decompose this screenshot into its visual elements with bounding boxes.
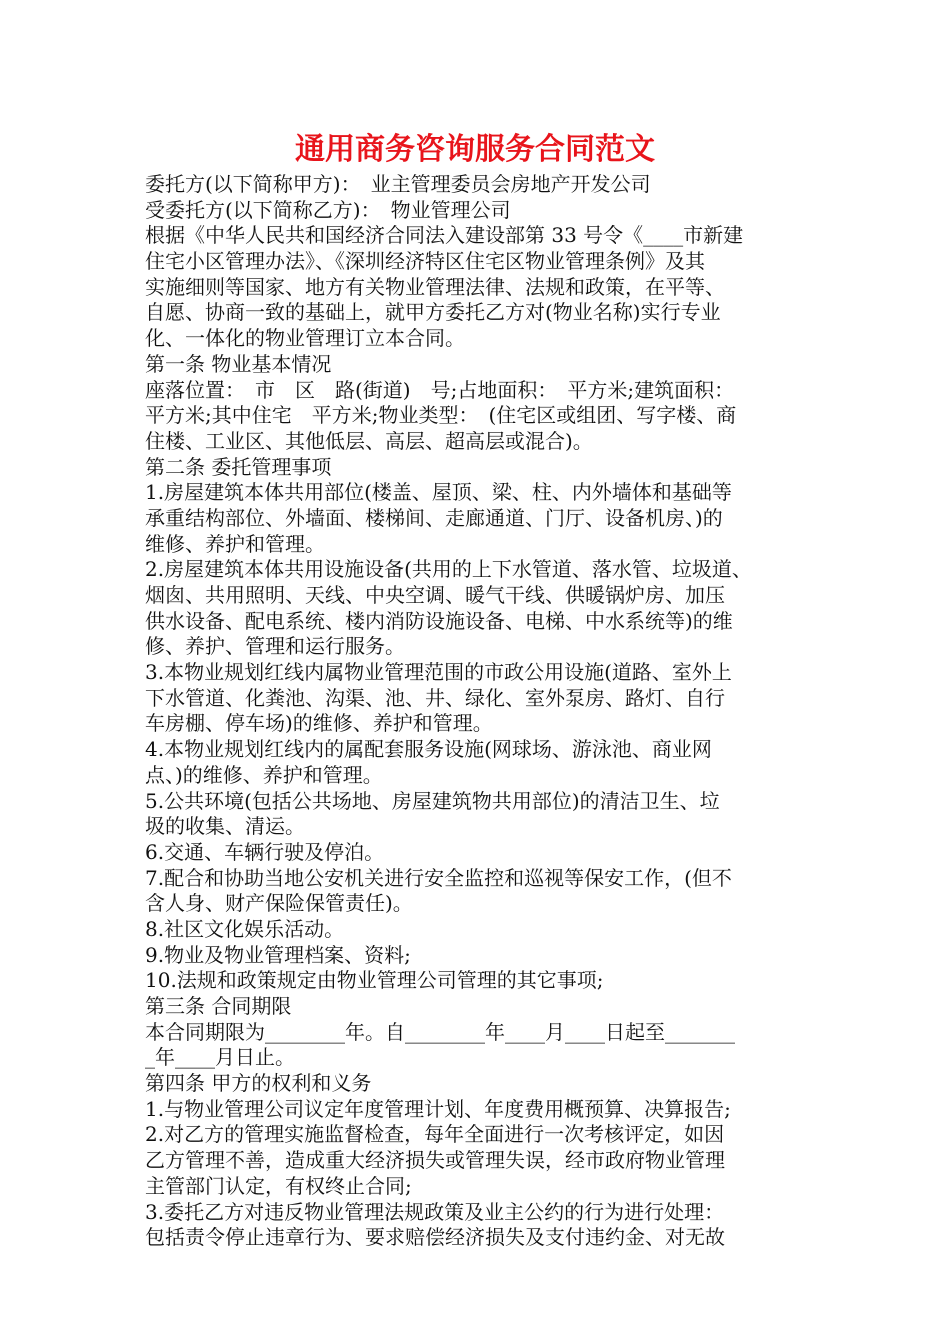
text-line: 8.社区文化娱乐活动。 — [145, 916, 345, 941]
text-line: 点、)的维修、养护和管理。 — [145, 762, 383, 787]
text-line: 供水设备、配电系统、楼内消防设施设备、电梯、中水系统等)的维 — [145, 608, 733, 633]
text-line: 9.物业及物业管理档案、资料; — [145, 942, 411, 967]
text-line: 5.公共环境(包括公共场地、房屋建筑物共用部位)的清洁卫生、垃 — [145, 788, 720, 813]
text-line: 10.法规和政策规定由物业管理公司管理的其它事项; — [145, 968, 604, 993]
text-line: 含人身、财产保险保管责任)。 — [145, 891, 413, 916]
text-line: 座落位置： 市 区 路(街道) 号;占地面积： 平方米;建筑面积： — [145, 377, 735, 402]
text-line: 2.房屋建筑本体共用设施设备(共用的上下水管道、落水管、垃圾道、 — [145, 557, 752, 582]
document-title: 通用商务咨询服务合同范文 — [295, 132, 655, 167]
text-line: 车房棚、停车场)的维修、养护和管理。 — [145, 711, 493, 736]
text-line: 1.与物业管理公司议定年度管理计划、年度费用概预算、决算报告; — [145, 1096, 731, 1121]
text-line: 1.房屋建筑本体共用部位(楼盖、屋顶、梁、柱、内外墙体和基础等 — [145, 480, 732, 505]
text-line: 根据《中华人民共和国经济合同法入建设部第 33 号令《____市新建 — [145, 223, 744, 248]
text-line: 第一条 物业基本情况 — [145, 351, 332, 376]
text-line: 第二条 委托管理事项 — [145, 454, 332, 479]
text-line: 本合同期限为________年。自________年____月____日起至_______ — [145, 1019, 735, 1044]
text-line: 乙方管理不善，造成重大经济损失或管理失误，经市政府物业管理 — [145, 1148, 725, 1173]
text-line: 3.本物业规划红线内属物业管理范围的市政公用设施(道路、室外上 — [145, 660, 732, 685]
text-line: 3.委托乙方对违反物业管理法规政策及业主公约的行为进行处理： — [145, 1199, 725, 1224]
text-line: 4.本物业规划红线内的属配套服务设施(网球场、游泳池、商业网 — [145, 737, 712, 762]
text-line: 圾的收集、清运。 — [145, 814, 305, 839]
text-line: 主管部门认定，有权终止合同; — [145, 1173, 412, 1198]
text-line: _年____月日止。 — [145, 1045, 295, 1070]
text-line: 自愿、协商一致的基础上，就甲方委托乙方对(物业名称)实行专业 — [145, 300, 721, 325]
text-line: 住宅小区管理办法》、《深圳经济特区住宅区物业管理条例》及其 — [145, 249, 705, 274]
text-line: 包括责令停止违章行为、要求赔偿经济损失及支付违约金、对无故 — [145, 1225, 725, 1250]
text-line: 委托方(以下简称甲方)： 业主管理委员会房地产开发公司 — [145, 172, 651, 196]
document-body — [145, 172, 810, 1251]
text-line: 6.交通、车辆行驶及停泊。 — [145, 839, 385, 864]
text-line: 维修、养护和管理。 — [145, 531, 325, 556]
text-line: 第三条 合同期限 — [145, 994, 292, 1018]
text-line: 下水管道、化粪池、沟渠、池、井、绿化、室外泵房、路灯、自行 — [145, 685, 725, 710]
text-line: 承重结构部位、外墙面、楼梯间、走廊通道、门厅、设备机房、)的 — [145, 505, 723, 530]
text-line: 受委托方(以下简称乙方)： 物业管理公司 — [145, 197, 511, 222]
text-line: 修、养护、管理和运行服务。 — [145, 634, 405, 659]
text-line: 平方米;其中住宅 平方米;物业类型： (住宅区或组团、写字楼、商 — [145, 403, 737, 428]
text-line: 第四条 甲方的权利和义务 — [145, 1071, 372, 1096]
text-line: 实施细则等国家、地方有关物业管理法律、法规和政策，在平等、 — [145, 274, 725, 299]
text-line: 化、一体化的物业管理订立本合同。 — [145, 326, 465, 351]
text-line: 2.对乙方的管理实施监督检查，每年全面进行一次考核评定，如因 — [145, 1122, 725, 1147]
text-line: 住楼、工业区、其他低层、高层、超高层或混合)。 — [145, 428, 593, 453]
text-line: 7.配合和协助当地公安机关进行安全监控和巡视等保安工作，(但不 — [145, 865, 732, 890]
text-line: 烟囱、共用照明、天线、中央空调、暖气干线、供暖锅炉房、加压 — [145, 583, 725, 607]
